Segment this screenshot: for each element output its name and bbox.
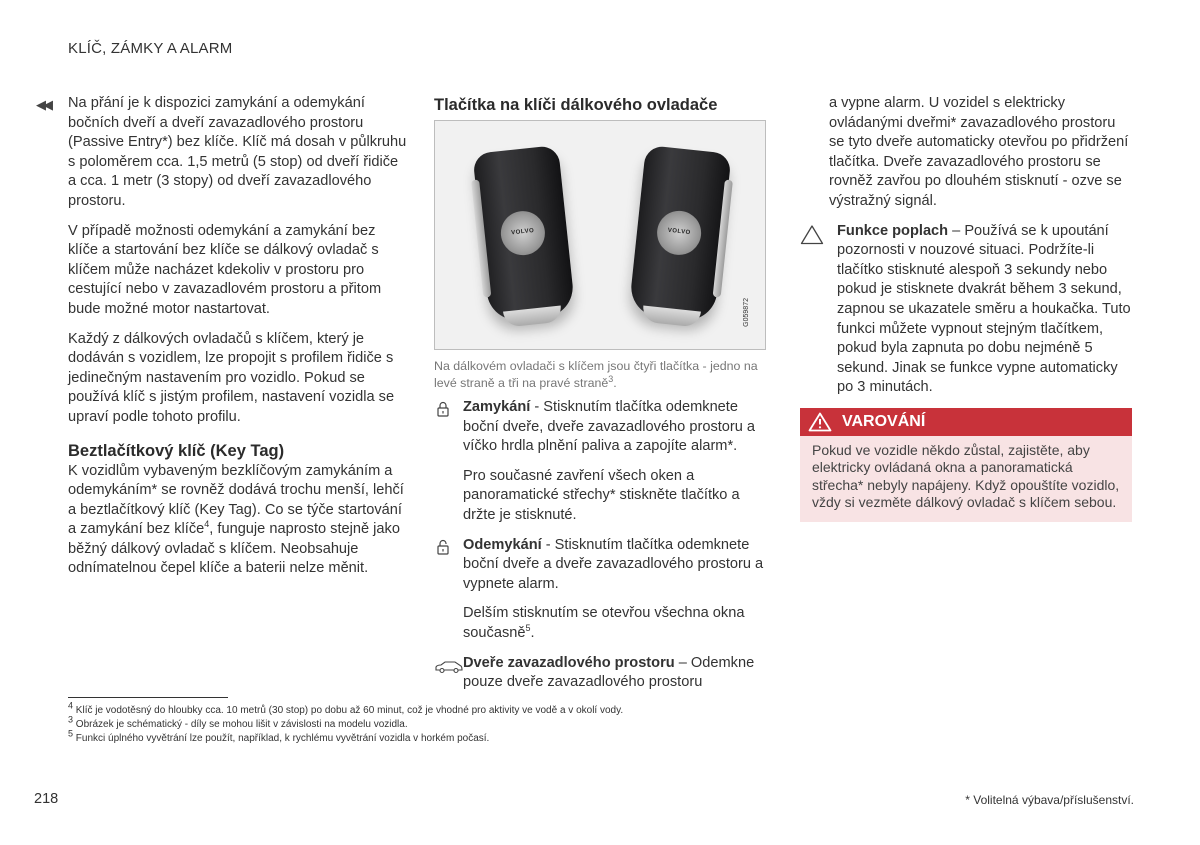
warning-header <box>800 408 1132 436</box>
lock-icon <box>434 400 452 418</box>
unlock-title: Odemykání <box>463 536 542 553</box>
paragraph-passive-entry: Na přání je k dispozici zamykání a odemykání bočních dveří a dveří zavazadlového prostoru (Passive Entry*) bez klíče. Klíč má dosah v půlkruhu s poloměrem cca. 1,5 metrů (5 stop) od dveří řidiče a cca. 1 metr (3 stopy) od dveří zavazadlového prostoru. <box>68 95 407 209</box>
footnotes <box>68 700 1068 746</box>
column-1 <box>68 94 408 589</box>
footnote-5: $^5$ Funkci úplného vyvětrání lze použít, například, k rychlému vyvětrání vozidla v horkém počasí. <box>68 728 490 744</box>
paragraph-key-tag: K vozidlům vybaveným bezklíčovým zamykáním a odemykáním* se rovněž dodává trochu menší, lehčí a beztlačítkový klíč (Key Tag). Co se týče startování a zamykání bez klíče$^4$, funguje naprosto stejně jako běžný dálkový ovladač s klíčem. Neobsahuje odnímatelnou čepel klíče a baterii nelze měnit. <box>68 462 404 577</box>
unlock-windows-note: Delším stisknutím se otevřou všechna okna současně$^5$. <box>463 605 745 641</box>
warning-title: VAROVÁNÍ <box>842 413 926 431</box>
panic-item: Funkce poplach – Používá se k upoutání pozornosti v nouzové situaci. Podržíte-li tlačítko stisknuté alespoň 3 sekundy nebo pokud je stisknete dvakrát během 3 sekund, zapnou se ukazatele směru a houkačka. Tuto funkci můžete vypnout stejným tlačítkem, pokud byla zapnuta po dobu nejméně 5 sekund. Jinak se funkce vypne automaticky po 3 minutách. <box>800 222 1134 398</box>
column-2 <box>434 94 768 703</box>
paragraph-driver-profile: Každý z dálkových ovladačů s klíčem, který je dodáván s vozidlem, lze propojit s profilem řidiče s jedinečným nastavením pro vozidlo. Pokud se používá klíč s jistým profilem, nastavení vozidla se upraví podle tohoto profilu. <box>68 330 395 425</box>
page-header: KLÍČ, ZÁMKY A ALARM <box>68 40 233 57</box>
warning-box <box>800 408 1132 522</box>
figure-caption: Na dálkovém ovladači s klíčem jsou čtyři tlačítka - jedno na levé straně a tři na pravé straně$^3$. <box>434 359 758 390</box>
footnote-3: $^3$ Obrázek je schématický - díly se mohou lišit v závislosti na modelu vozidla. <box>68 714 408 730</box>
trunk-continuation: a vypne alarm. U vozidel s elektricky ovládanými dveřmi* zavazadlového prostoru se tyto dveře automaticky otevřou po přidržení tlačítka. Dveře zavazadlového prostoru se rovněž zavřou po dlouhém stisknutí - ozve se výstražný signál. <box>829 95 1129 209</box>
lock-windows-note: Pro současné zavření všech oken a panoramatické střechy* stiskněte tlačítko a držte je stisknuté. <box>463 467 740 523</box>
footnote-ref-5[interactable]: 5 <box>525 623 531 634</box>
optional-equipment-note: * Volitelná výbava/příslušenství. <box>965 793 1134 807</box>
volvo-logo-icon: VOLVO <box>655 209 703 257</box>
footnote-4: $^4$ Klíč je vodotěsný do hloubky cca. 10 metrů (30 stop) po dobu až 60 minut, což je vhodné pro aktivity ve vodě a v okolí vody. <box>68 700 624 716</box>
footnote-ref-3[interactable]: 3 <box>608 373 614 384</box>
footnote-divider <box>68 697 228 698</box>
column-3 <box>800 94 1134 522</box>
volvo-logo-icon: VOLVO <box>499 209 547 257</box>
trunk-title: Dveře zavazadlového prostoru <box>463 654 675 671</box>
continuation-arrow-icon: ◀◀ <box>36 97 50 112</box>
unlock-item: Odemykání - Stisknutím tlačítka odemknete boční dveře a dveře zavazadlového prostoru a vypnete alarm. <box>434 536 768 595</box>
trunk-item: Dveře zavazadlového prostoru – Odemkne pouze dveře zavazadlového prostoru <box>434 654 768 693</box>
page-number: 218 <box>34 791 59 807</box>
panic-title: Funkce poplach <box>837 222 949 239</box>
warning-text: Pokud ve vozidle někdo zůstal, zajistěte, aby elektricky ovládaná okna a panoramatická střecha* nebyly napájeny. Když opouštíte vozidlo, vždy si vezměte dálkový ovladač s klíčem sebou. <box>812 441 1120 511</box>
warning-icon <box>808 412 832 432</box>
heading-remote-buttons: Tlačítka na klíči dálkového ovladače <box>434 96 718 114</box>
unlock-icon <box>434 538 452 556</box>
lock-title: Zamykání <box>463 399 531 415</box>
warning-triangle-icon <box>800 224 824 245</box>
lock-item: Zamykání - Stisknutím tlačítka odemknete boční dveře, dveře zavazadlového prostoru a víčko hrdla plnění paliva a zapojíte alarm*. <box>434 398 768 457</box>
footnote-ref-4[interactable]: 4 <box>204 519 210 530</box>
remote-key-front-image <box>472 145 575 323</box>
figure-code: G059872 <box>743 298 751 327</box>
paragraph-keyless-start: V případě možnosti odemykání a zamykání bez klíče a startování bez klíče se dálkový ovladač s klíčem může nacházet kdekoliv v prostoru pro cestující nebo v zavazadlovém prostoru a přitom bude možné motor nastartovat. <box>68 222 382 317</box>
heading-key-tag: Beztlačítkový klíč (Key Tag) <box>68 441 285 460</box>
remote-key-side-image <box>628 145 731 323</box>
remote-key-figure <box>434 120 766 350</box>
car-trunk-icon <box>434 660 464 674</box>
